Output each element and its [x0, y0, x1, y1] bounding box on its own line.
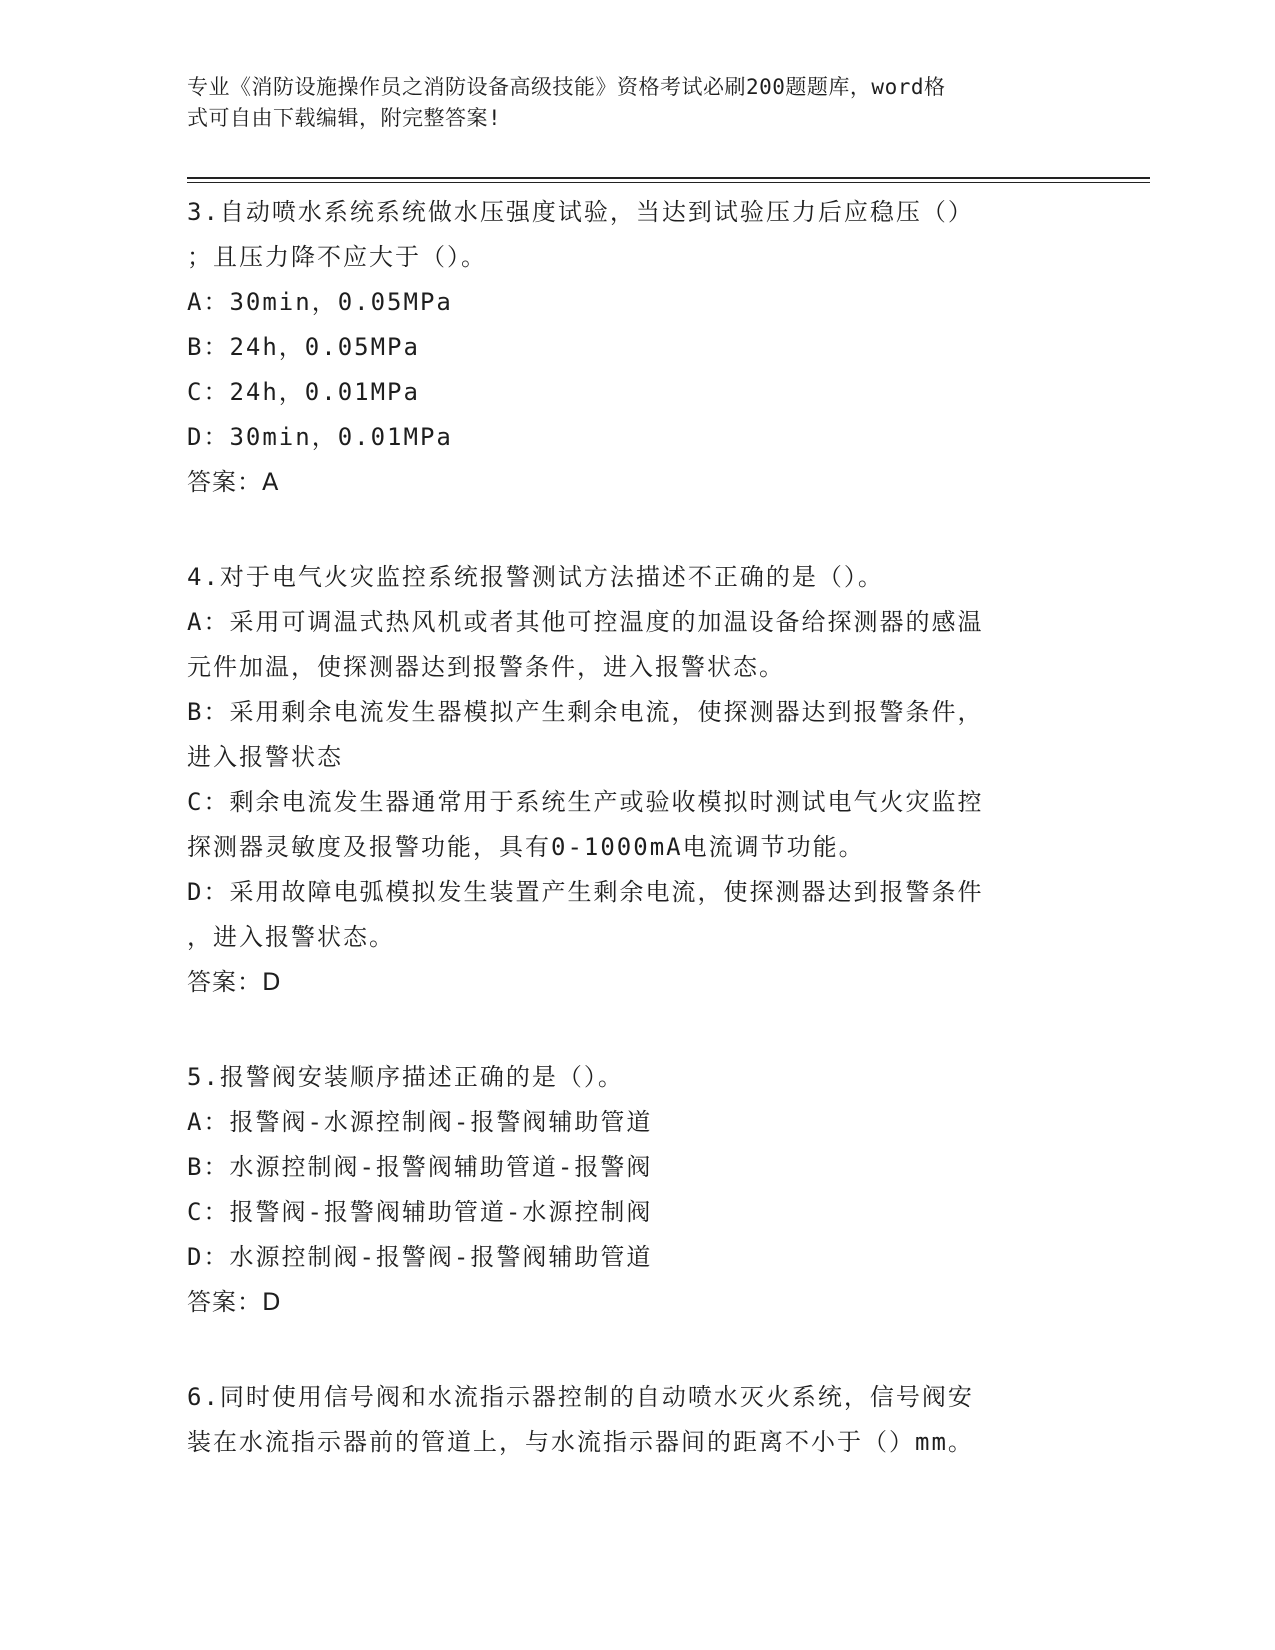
question-5-option-d: D：水源控制阀-报警阀-报警阀辅助管道: [187, 1243, 653, 1271]
question-6-stem-line-2: 装在水流指示器前的管道上，与水流指示器间的距离不小于（）mm。: [187, 1428, 974, 1456]
header-divider-thin: [187, 182, 1150, 183]
header-divider-thick: [187, 177, 1150, 179]
question-5-option-c: C：报警阀-报警阀辅助管道-水源控制阀: [187, 1198, 653, 1226]
question-4-option-b-line-2: 进入报警状态: [187, 743, 343, 771]
question-4-answer: 答案：D: [187, 968, 282, 996]
question-3-option-b: B：24h，0.05MPa: [187, 333, 420, 361]
question-5-option-a: A：报警阀-水源控制阀-报警阀辅助管道: [187, 1108, 653, 1136]
question-3-option-a: A：30min，0.05MPa: [187, 288, 453, 316]
question-3-option-c: C：24h，0.01MPa: [187, 378, 420, 406]
question-6-stem-line-1: 6.同时使用信号阀和水流指示器控制的自动喷水灭火系统，信号阀安: [187, 1383, 974, 1411]
question-4-option-d-line-1: D：采用故障电弧模拟发生装置产生剩余电流，使探测器达到报警条件: [187, 878, 984, 906]
question-3: [187, 190, 1087, 505]
document-header: [187, 72, 1067, 134]
question-5-option-b: B：水源控制阀-报警阀辅助管道-报警阀: [187, 1153, 653, 1181]
question-4-option-d-line-2: ，进入报警状态。: [187, 923, 395, 951]
question-4-stem: 4.对于电气火灾监控系统报警测试方法描述不正确的是（）。: [187, 563, 884, 591]
question-5-answer: 答案：D: [187, 1288, 282, 1316]
question-3-stem-line-1: 3.自动喷水系统系统做水压强度试验，当达到试验压力后应稳压（）: [187, 198, 974, 226]
question-4-option-a-line-2: 元件加温，使探测器达到报警条件，进入报警状态。: [187, 653, 785, 681]
question-3-answer: 答案：A: [187, 468, 280, 496]
question-6: [187, 1375, 1087, 1465]
question-3-option-d: D：30min，0.01MPa: [187, 423, 453, 451]
question-4-option-a-line-1: A：采用可调温式热风机或者其他可控温度的加温设备给探测器的感温: [187, 608, 984, 636]
question-list: [187, 190, 1087, 1515]
question-4-option-c-line-2: 探测器灵敏度及报警功能，具有0-1000mA电流调节功能。: [187, 833, 865, 861]
header-line-2: 式可自由下载编辑，附完整答案!: [187, 106, 502, 130]
question-5-stem: 5.报警阀安装顺序描述正确的是（）。: [187, 1063, 624, 1091]
header-line-1: 专业《消防设施操作员之消防设备高级技能》资格考试必刷200题题库，word格: [187, 75, 946, 99]
question-4-option-c-line-1: C：剩余电流发生器通常用于系统生产或验收模拟时测试电气火灾监控: [187, 788, 984, 816]
question-3-stem-line-2: ；且压力降不应大于（）。: [187, 243, 487, 271]
question-4-option-b-line-1: B：采用剩余电流发生器模拟产生剩余电流，使探测器达到报警条件，: [187, 698, 984, 726]
question-4: [187, 555, 1087, 1005]
question-5: [187, 1055, 1087, 1325]
